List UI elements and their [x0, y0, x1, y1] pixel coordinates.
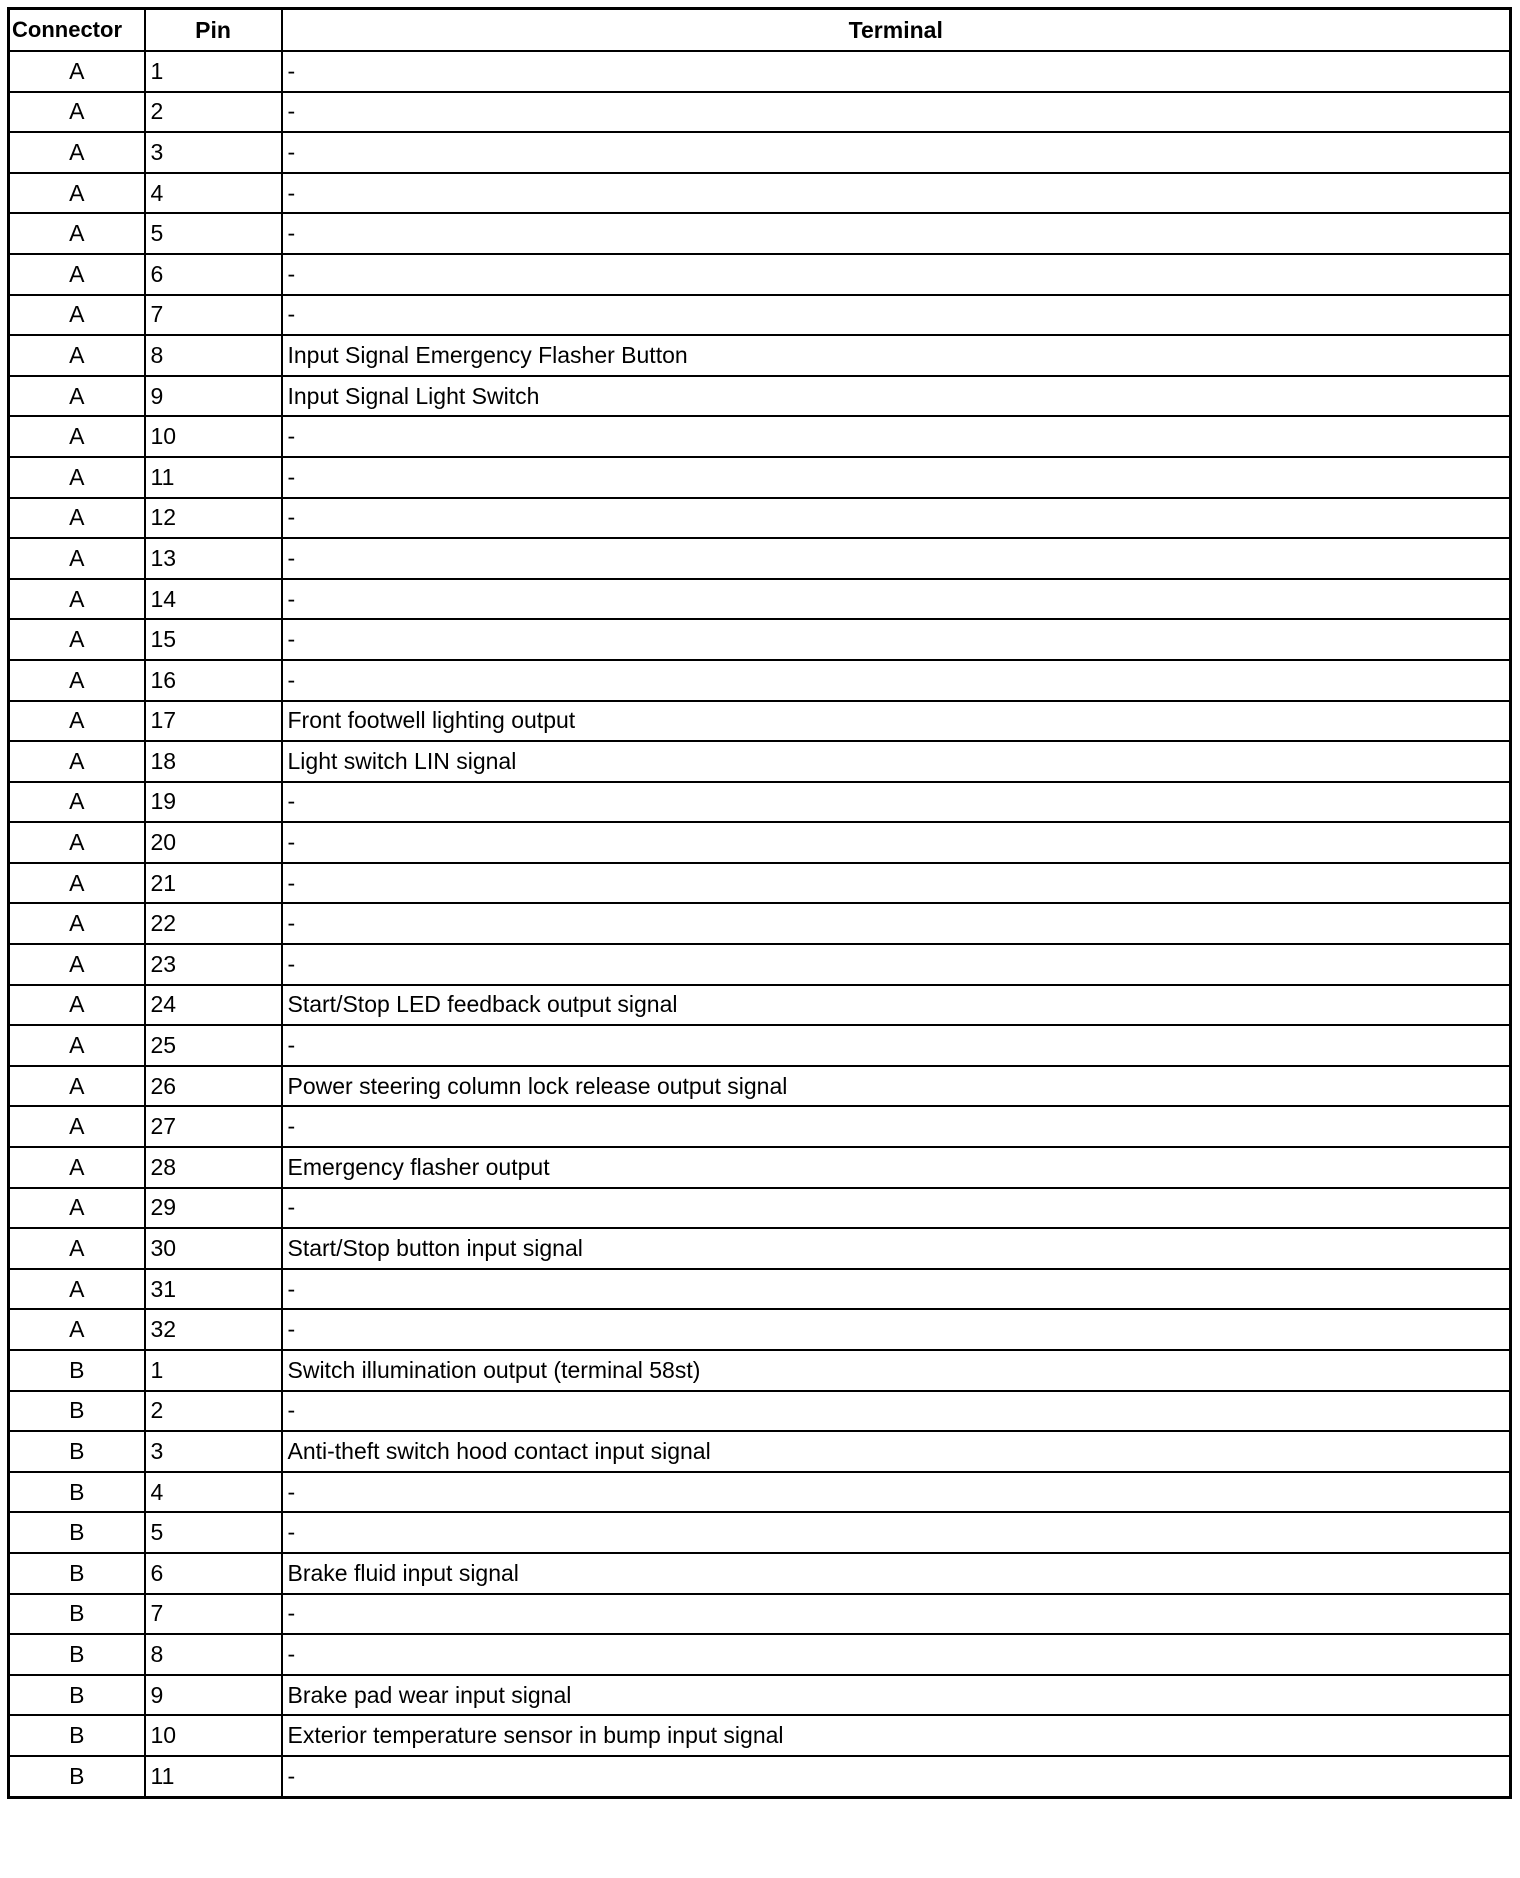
pin-cell: 10 — [145, 416, 282, 457]
connector-cell: B — [9, 1391, 145, 1432]
table-row — [9, 1269, 1511, 1310]
connector-cell: A — [9, 1025, 145, 1066]
pin-cell: 1 — [145, 1350, 282, 1391]
pin-cell: 25 — [145, 1025, 282, 1066]
connector-cell: A — [9, 660, 145, 701]
terminal-cell: - — [282, 903, 1511, 944]
pin-cell: 13 — [145, 538, 282, 579]
connector-cell: A — [9, 1309, 145, 1350]
terminal-cell: - — [282, 1188, 1511, 1229]
connector-cell: A — [9, 51, 145, 92]
table-row — [9, 538, 1511, 579]
table-row — [9, 1472, 1511, 1513]
table-row — [9, 701, 1511, 742]
table-row — [9, 1756, 1511, 1797]
terminal-cell: Light switch LIN signal — [282, 741, 1511, 782]
pin-cell: 6 — [145, 1553, 282, 1594]
table-row — [9, 1431, 1511, 1472]
connector-pin-table — [7, 7, 1512, 1799]
terminal-cell: - — [282, 213, 1511, 254]
pin-cell: 11 — [145, 457, 282, 498]
pin-cell: 15 — [145, 619, 282, 660]
table-row — [9, 903, 1511, 944]
pin-cell: 9 — [145, 376, 282, 417]
connector-cell: A — [9, 376, 145, 417]
terminal-cell: Input Signal Emergency Flasher Button — [282, 335, 1511, 376]
pin-cell: 1 — [145, 51, 282, 92]
table-header — [9, 9, 1511, 52]
connector-cell: B — [9, 1472, 145, 1513]
pin-cell: 23 — [145, 944, 282, 985]
table-row — [9, 1594, 1511, 1635]
pin-cell: 31 — [145, 1269, 282, 1310]
table-row — [9, 92, 1511, 133]
terminal-cell: - — [282, 619, 1511, 660]
pin-cell: 4 — [145, 173, 282, 214]
pin-cell: 7 — [145, 295, 282, 336]
terminal-cell: Input Signal Light Switch — [282, 376, 1511, 417]
terminal-cell: - — [282, 173, 1511, 214]
connector-cell: A — [9, 863, 145, 904]
connector-cell: B — [9, 1634, 145, 1675]
table-row — [9, 741, 1511, 782]
table-row — [9, 1228, 1511, 1269]
header-connector: Connector — [9, 9, 145, 52]
table-row — [9, 822, 1511, 863]
connector-cell: B — [9, 1512, 145, 1553]
table-row — [9, 1188, 1511, 1229]
table-row — [9, 416, 1511, 457]
table-row — [9, 51, 1511, 92]
pin-cell: 22 — [145, 903, 282, 944]
table-row — [9, 1106, 1511, 1147]
terminal-cell: - — [282, 132, 1511, 173]
terminal-cell: - — [282, 1025, 1511, 1066]
terminal-cell: - — [282, 822, 1511, 863]
table-row — [9, 660, 1511, 701]
table-row — [9, 579, 1511, 620]
table-row — [9, 1715, 1511, 1756]
pin-cell: 30 — [145, 1228, 282, 1269]
terminal-cell: - — [282, 1309, 1511, 1350]
connector-cell: B — [9, 1594, 145, 1635]
connector-cell: B — [9, 1715, 145, 1756]
table-row — [9, 944, 1511, 985]
terminal-cell: - — [282, 1391, 1511, 1432]
table-row — [9, 498, 1511, 539]
connector-cell: A — [9, 457, 145, 498]
terminal-cell: Anti-theft switch hood contact input signal — [282, 1431, 1511, 1472]
terminal-cell: - — [282, 1269, 1511, 1310]
table-row — [9, 1147, 1511, 1188]
terminal-cell: - — [282, 863, 1511, 904]
connector-cell: A — [9, 295, 145, 336]
terminal-cell: Start/Stop LED feedback output signal — [282, 985, 1511, 1026]
pin-cell: 6 — [145, 254, 282, 295]
pin-cell: 29 — [145, 1188, 282, 1229]
table-row — [9, 1309, 1511, 1350]
connector-cell: A — [9, 416, 145, 457]
pin-cell: 4 — [145, 1472, 282, 1513]
table-row — [9, 295, 1511, 336]
terminal-cell: Front footwell lighting output — [282, 701, 1511, 742]
pin-cell: 5 — [145, 1512, 282, 1553]
connector-cell: A — [9, 173, 145, 214]
terminal-cell: - — [282, 1512, 1511, 1553]
pin-cell: 8 — [145, 335, 282, 376]
table-row — [9, 1066, 1511, 1107]
terminal-cell: - — [282, 1106, 1511, 1147]
table-row — [9, 335, 1511, 376]
pin-cell: 2 — [145, 1391, 282, 1432]
terminal-cell: - — [282, 51, 1511, 92]
terminal-cell: Brake pad wear input signal — [282, 1675, 1511, 1716]
pin-cell: 8 — [145, 1634, 282, 1675]
terminal-cell: - — [282, 92, 1511, 133]
connector-cell: A — [9, 132, 145, 173]
connector-cell: B — [9, 1756, 145, 1797]
table-row — [9, 132, 1511, 173]
connector-cell: B — [9, 1350, 145, 1391]
terminal-cell: - — [282, 416, 1511, 457]
connector-cell: A — [9, 1228, 145, 1269]
pin-cell: 21 — [145, 863, 282, 904]
terminal-cell: - — [282, 295, 1511, 336]
table-row — [9, 1675, 1511, 1716]
terminal-cell: Emergency flasher output — [282, 1147, 1511, 1188]
terminal-cell: Switch illumination output (terminal 58st) — [282, 1350, 1511, 1391]
connector-cell: A — [9, 92, 145, 133]
connector-cell: A — [9, 701, 145, 742]
table-row — [9, 1350, 1511, 1391]
table-row — [9, 213, 1511, 254]
table-row — [9, 376, 1511, 417]
pin-cell: 2 — [145, 92, 282, 133]
pin-cell: 14 — [145, 579, 282, 620]
connector-cell: A — [9, 1106, 145, 1147]
table-row — [9, 985, 1511, 1026]
connector-cell: A — [9, 822, 145, 863]
table-row — [9, 863, 1511, 904]
terminal-cell: - — [282, 1634, 1511, 1675]
connector-cell: A — [9, 782, 145, 823]
terminal-cell: - — [282, 457, 1511, 498]
pin-cell: 11 — [145, 1756, 282, 1797]
terminal-cell: - — [282, 1472, 1511, 1513]
terminal-cell: Start/Stop button input signal — [282, 1228, 1511, 1269]
terminal-cell: - — [282, 254, 1511, 295]
pin-cell: 24 — [145, 985, 282, 1026]
connector-cell: B — [9, 1431, 145, 1472]
terminal-cell: - — [282, 782, 1511, 823]
connector-cell: A — [9, 254, 145, 295]
pin-cell: 20 — [145, 822, 282, 863]
connector-cell: A — [9, 1066, 145, 1107]
pin-cell: 7 — [145, 1594, 282, 1635]
table-row — [9, 619, 1511, 660]
header-terminal: Terminal — [282, 9, 1511, 52]
table-row — [9, 1634, 1511, 1675]
pin-cell: 10 — [145, 1715, 282, 1756]
table-row — [9, 1553, 1511, 1594]
connector-cell: A — [9, 335, 145, 376]
pin-cell: 5 — [145, 213, 282, 254]
terminal-cell: Power steering column lock release output signal — [282, 1066, 1511, 1107]
terminal-cell: - — [282, 660, 1511, 701]
connector-cell: A — [9, 944, 145, 985]
table-row — [9, 457, 1511, 498]
pin-cell: 27 — [145, 1106, 282, 1147]
header-row — [9, 9, 1511, 52]
table-row — [9, 254, 1511, 295]
terminal-cell: Brake fluid input signal — [282, 1553, 1511, 1594]
terminal-cell: - — [282, 538, 1511, 579]
pin-cell: 3 — [145, 132, 282, 173]
connector-cell: A — [9, 903, 145, 944]
pin-cell: 28 — [145, 1147, 282, 1188]
table-row — [9, 173, 1511, 214]
table-body — [9, 51, 1511, 1797]
connector-cell: A — [9, 213, 145, 254]
pin-cell: 32 — [145, 1309, 282, 1350]
pin-cell: 18 — [145, 741, 282, 782]
table-row — [9, 1391, 1511, 1432]
pin-cell: 19 — [145, 782, 282, 823]
connector-cell: A — [9, 579, 145, 620]
connector-cell: B — [9, 1553, 145, 1594]
table-row — [9, 782, 1511, 823]
terminal-cell: - — [282, 579, 1511, 620]
pin-cell: 12 — [145, 498, 282, 539]
terminal-cell: - — [282, 944, 1511, 985]
connector-cell: A — [9, 538, 145, 579]
connector-cell: A — [9, 1188, 145, 1229]
table-row — [9, 1025, 1511, 1066]
header-pin: Pin — [145, 9, 282, 52]
pin-cell: 17 — [145, 701, 282, 742]
terminal-cell: - — [282, 1756, 1511, 1797]
pin-cell: 16 — [145, 660, 282, 701]
connector-cell: A — [9, 619, 145, 660]
connector-cell: B — [9, 1675, 145, 1716]
pin-cell: 9 — [145, 1675, 282, 1716]
connector-cell: A — [9, 741, 145, 782]
connector-cell: A — [9, 1147, 145, 1188]
table-row — [9, 1512, 1511, 1553]
connector-cell: A — [9, 985, 145, 1026]
terminal-cell: - — [282, 498, 1511, 539]
terminal-cell: - — [282, 1594, 1511, 1635]
connector-cell: A — [9, 1269, 145, 1310]
connector-cell: A — [9, 498, 145, 539]
terminal-cell: Exterior temperature sensor in bump input signal — [282, 1715, 1511, 1756]
pin-cell: 3 — [145, 1431, 282, 1472]
pin-cell: 26 — [145, 1066, 282, 1107]
